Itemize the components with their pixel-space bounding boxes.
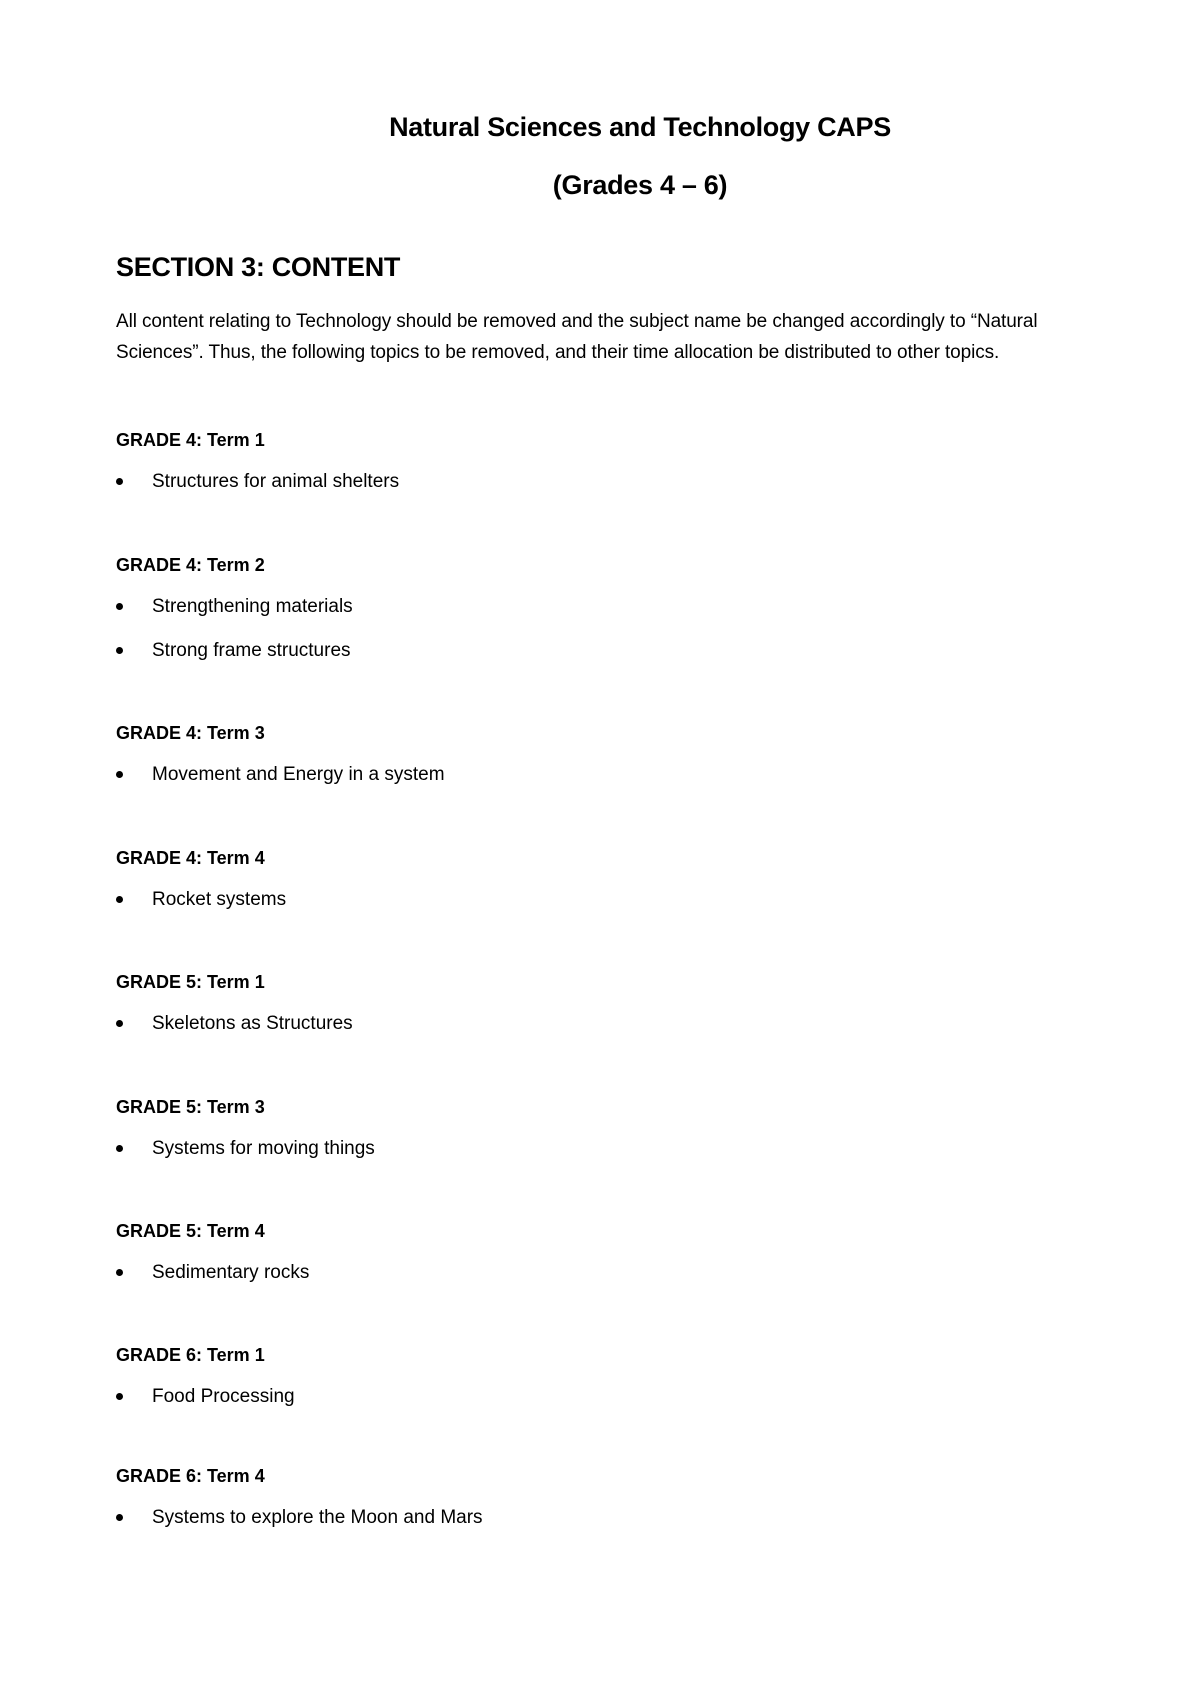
group-heading: GRADE 4: Term 4 bbox=[116, 848, 265, 868]
bullet-icon bbox=[116, 603, 123, 610]
group-heading: GRADE 4: Term 1 bbox=[116, 430, 265, 450]
list-item bbox=[116, 629, 353, 673]
list-item bbox=[116, 753, 445, 797]
topic-list bbox=[116, 1251, 309, 1295]
list-item-text: Systems for moving things bbox=[152, 1138, 375, 1159]
bullet-icon bbox=[116, 1269, 123, 1276]
section-heading: SECTION 3: CONTENT bbox=[116, 252, 401, 282]
group-heading: GRADE 6: Term 4 bbox=[116, 1466, 265, 1486]
bullet-icon bbox=[116, 771, 123, 778]
group-heading: GRADE 4: Term 3 bbox=[116, 723, 265, 743]
group-heading: GRADE 6: Term 1 bbox=[116, 1345, 265, 1365]
list-item bbox=[116, 1002, 353, 1046]
list-item-text: Structures for animal shelters bbox=[152, 471, 400, 492]
topic-group bbox=[116, 846, 286, 922]
list-item bbox=[116, 460, 399, 504]
group-heading: GRADE 4: Term 2 bbox=[116, 555, 265, 575]
list-item bbox=[116, 1251, 309, 1295]
list-item bbox=[116, 1496, 483, 1540]
bullet-icon bbox=[116, 896, 123, 903]
group-heading: GRADE 5: Term 3 bbox=[116, 1097, 265, 1117]
topic-list bbox=[116, 878, 286, 922]
bullet-icon bbox=[116, 1145, 123, 1152]
list-item-text: Movement and Energy in a system bbox=[152, 764, 445, 785]
topic-list bbox=[116, 1496, 483, 1540]
topic-list bbox=[116, 585, 353, 673]
bullet-icon bbox=[116, 478, 123, 485]
list-item-text: Rocket systems bbox=[152, 889, 287, 910]
topic-group bbox=[116, 1219, 309, 1295]
list-item bbox=[116, 1375, 295, 1419]
list-item-text: Systems to explore the Moon and Mars bbox=[152, 1507, 483, 1528]
document-title: Natural Sciences and Technology CAPS bbox=[389, 112, 891, 142]
list-item bbox=[116, 585, 353, 629]
topic-group bbox=[116, 970, 353, 1046]
bullet-icon bbox=[116, 1393, 123, 1400]
group-heading: GRADE 5: Term 1 bbox=[116, 972, 265, 992]
topic-list bbox=[116, 460, 399, 504]
list-item-text: Food Processing bbox=[152, 1386, 295, 1407]
list-item-text: Skeletons as Structures bbox=[152, 1013, 353, 1034]
list-item-text: Strong frame structures bbox=[152, 640, 351, 661]
topic-list bbox=[116, 1002, 353, 1046]
topic-group bbox=[116, 553, 353, 673]
bullet-icon bbox=[116, 647, 123, 654]
group-heading: GRADE 5: Term 4 bbox=[116, 1221, 265, 1241]
document-subtitle bbox=[0, 170, 1200, 201]
topic-group bbox=[116, 1095, 375, 1171]
list-item bbox=[116, 1127, 375, 1171]
bullet-icon bbox=[116, 1514, 123, 1521]
intro-paragraph: All content relating to Technology should be removed and the subject name be changed accordingly to “Natural Sciences”. Thus, the following topics to be removed, and their time allocation be distributed to other topics. bbox=[116, 311, 1038, 363]
topic-group bbox=[116, 1464, 483, 1540]
topic-group bbox=[116, 428, 399, 504]
list-item-text: Sedimentary rocks bbox=[152, 1262, 310, 1283]
topic-list bbox=[116, 1127, 375, 1171]
topic-group bbox=[116, 1343, 295, 1419]
topic-list bbox=[116, 753, 445, 797]
topic-group bbox=[116, 721, 445, 797]
list-item-text: Strengthening materials bbox=[152, 596, 353, 617]
list-item bbox=[116, 878, 286, 922]
topic-list bbox=[116, 1375, 295, 1419]
bullet-icon bbox=[116, 1020, 123, 1027]
document-subtitle-text: (Grades 4 – 6) bbox=[552, 170, 728, 200]
